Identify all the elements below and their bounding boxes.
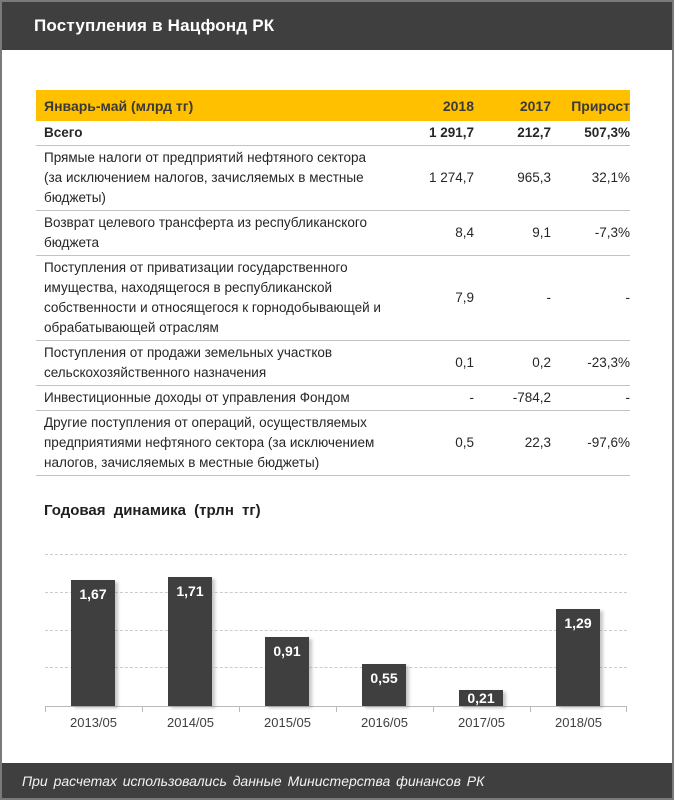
- row-value-2018: 8,4: [396, 211, 474, 256]
- footer-note: При расчетах использовались данные Министерства финансов РК: [22, 772, 485, 789]
- row-label: Возврат целевого трансферта из республиканского бюджета: [36, 211, 396, 256]
- row-value-2017: 0,2: [474, 341, 551, 386]
- table-row: [36, 341, 630, 386]
- row-label: Прямые налоги от предприятий нефтяного сектора (за исключением налогов, зачисляемых в местные бюджеты): [36, 146, 396, 211]
- bar-value-label: 0,55: [370, 670, 398, 687]
- bar: [556, 609, 600, 706]
- row-value-2017: 22,3: [474, 411, 551, 476]
- table-row: [36, 411, 630, 476]
- chart-title: Годовая динамика (трлн тг): [44, 502, 261, 519]
- bar: [459, 690, 503, 706]
- bar: [71, 580, 115, 706]
- row-value-2018: -: [396, 386, 474, 411]
- chart-plot: [45, 556, 627, 707]
- bar-slot: [433, 556, 530, 706]
- x-axis-label: 2014/05: [167, 715, 214, 730]
- bar-value-label: 0,21: [467, 689, 495, 706]
- x-axis-label: 2018/05: [555, 715, 602, 730]
- row-value-2017: -784,2: [474, 386, 551, 411]
- axis-tick: [336, 707, 337, 712]
- row-value-2018: 0,5: [396, 411, 474, 476]
- bar-slot: [336, 556, 433, 706]
- receipts-table: [36, 90, 630, 476]
- gridline: [45, 554, 627, 555]
- row-value-2017: -: [474, 256, 551, 341]
- row-value-growth: 507,3%: [551, 121, 630, 146]
- bar-slot: [239, 556, 336, 706]
- x-axis-label: 2017/05: [458, 715, 505, 730]
- row-value-2018: 1 274,7: [396, 146, 474, 211]
- table-row: [36, 256, 630, 341]
- bar: [362, 664, 406, 706]
- row-label: Поступления от приватизации государственного имущества, находящегося в республиканской собственности и относящегося к горнодобывающей и обрабатывающей отраслям: [36, 256, 396, 341]
- row-value-growth: 32,1%: [551, 146, 630, 211]
- row-value-2017: 965,3: [474, 146, 551, 211]
- receipts-table-wrap: [36, 90, 630, 476]
- column-header-period: Январь-май (млрд тг): [36, 90, 396, 121]
- receipts-table-body: [36, 121, 630, 476]
- row-value-growth: -: [551, 386, 630, 411]
- row-label: Другие поступления от операций, осуществляемых предприятиями нефтяного сектора (за исключением налогов, зачисляемых в местные бюджеты): [36, 411, 396, 476]
- bar: [265, 637, 309, 706]
- axis-tick: [142, 707, 143, 712]
- row-value-2018: 1 291,7: [396, 121, 474, 146]
- row-value-2017: 212,7: [474, 121, 551, 146]
- x-axis-label: 2016/05: [361, 715, 408, 730]
- bar-slot: [530, 556, 627, 706]
- row-label: Инвестиционные доходы от управления Фондом: [36, 386, 396, 411]
- axis-tick: [626, 707, 627, 712]
- row-value-growth: -23,3%: [551, 341, 630, 386]
- x-axis-label: 2015/05: [264, 715, 311, 730]
- axis-tick: [45, 707, 46, 712]
- column-header-2017: 2017: [474, 90, 551, 121]
- row-value-2018: 7,9: [396, 256, 474, 341]
- report-header: [2, 2, 672, 50]
- bar-slot: [45, 556, 142, 706]
- axis-tick: [239, 707, 240, 712]
- row-label: Поступления от продажи земельных участков сельскохозяйственного назначения: [36, 341, 396, 386]
- bar-value-label: 1,67: [79, 585, 107, 602]
- row-value-growth: -7,3%: [551, 211, 630, 256]
- column-header-growth: Прирост: [551, 90, 630, 121]
- row-value-2017: 9,1: [474, 211, 551, 256]
- row-value-growth: -97,6%: [551, 411, 630, 476]
- report-footer: [2, 763, 672, 798]
- bar-slot: [142, 556, 239, 706]
- column-header-2018: 2018: [396, 90, 474, 121]
- row-value-growth: -: [551, 256, 630, 341]
- bar: [168, 577, 212, 706]
- row-value-2018: 0,1: [396, 341, 474, 386]
- receipts-table-header: [36, 90, 630, 121]
- row-label: Всего: [36, 121, 396, 146]
- bar-value-label: 0,91: [273, 643, 301, 660]
- x-axis-label: 2013/05: [70, 715, 117, 730]
- table-row: [36, 386, 630, 411]
- table-row: [36, 121, 630, 146]
- axis-tick: [433, 707, 434, 712]
- bar-value-label: 1,71: [176, 582, 204, 599]
- bar-value-label: 1,29: [564, 614, 592, 631]
- table-row: [36, 211, 630, 256]
- axis-tick: [530, 707, 531, 712]
- chart-x-axis-labels: [45, 715, 627, 730]
- report-title: Поступления в Нацфонд РК: [34, 16, 275, 35]
- table-row: [36, 146, 630, 211]
